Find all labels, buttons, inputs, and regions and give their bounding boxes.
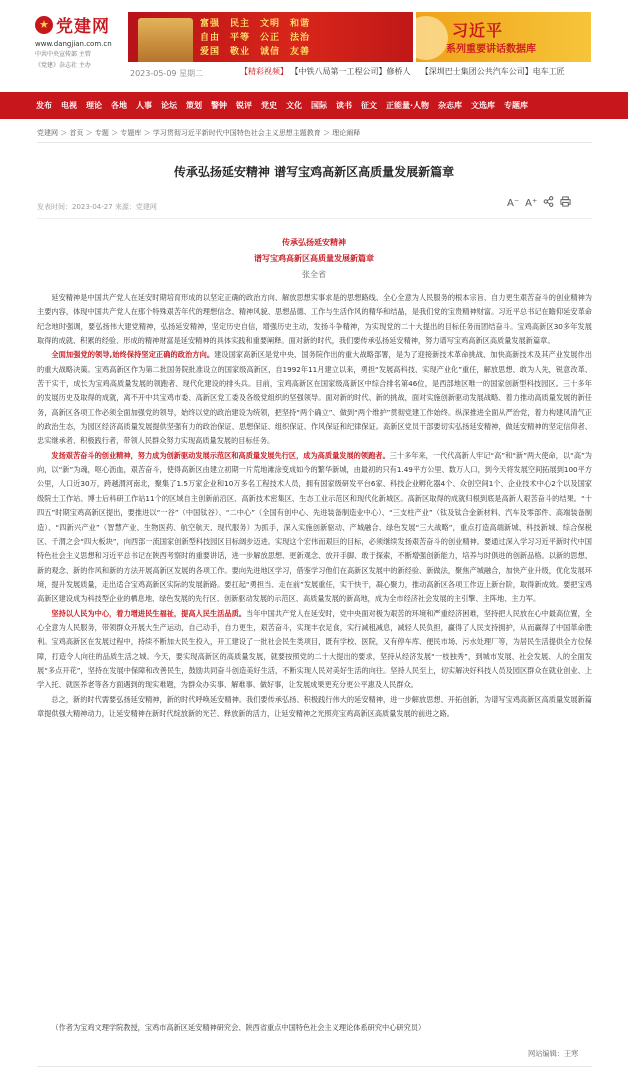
nav-item[interactable]: 专题库 <box>504 101 529 110</box>
editor-credit: 网站编辑：王寒 <box>528 1049 579 1058</box>
ticker-tag[interactable]: 【精彩视频】 <box>240 67 288 76</box>
ticker-item[interactable]: 【深圳巴士集团公共汽车公司】电车工匠 <box>420 67 565 76</box>
paragraph: 延安精神是中国共产党人在延安时期培育形成的以坚定正确的政治方向、解放思想实事求是的思想路线、全心全意为人民服务的根本宗旨、自力更生艰苦奋斗的创业精神为主要内容，体现中国共产党人在那个特殊艰苦年代的理想信念、精神风貌、思想品德、工作与生活作风的精华和结晶，是我们党的宝贵精神财富。习近平总书记在瞻仰延安革命纪念地时强调，要弘扬伟大建党精神，弘扬延安精神，坚定历史自信，增强历史主动，发扬斗争精神，为实现党的二十大提出的目标任务而团结奋斗。宝鸡高新区30多年发展取得的成就、积累的经验、形成的精神财富是延安精神的具体实践和重要阐释。面对新的时代，我们要传承弘扬延安精神，努力谱写宝鸡高新区高质量发展新篇章。 <box>37 293 592 346</box>
nav-item[interactable]: 警钟 <box>211 101 227 110</box>
value-word: 法治 <box>290 33 311 43</box>
value-word: 文明 <box>260 19 281 29</box>
nav-item[interactable]: 锐评 <box>236 101 252 110</box>
article-meta: 发表时间：2023-04-27 来源：党建网 <box>37 203 157 211</box>
share-icon[interactable] <box>543 196 554 210</box>
nav-item[interactable]: 电视 <box>61 101 77 110</box>
paragraph: 总之，新的时代需要弘扬延安精神，新的时代呼唤延安精神。我们要传承弘扬、积极践行伟大的延安精神，进一步解放思想、开拓创新，为谱写宝鸡高新区高质量发展新篇章提供强大精神动力，让延安精神在新时代绽放新的光芒、释放新的活力，让延安精神之光照亮宝鸡高新区高质量发展的前进之路。 <box>37 694 592 718</box>
paragraph-highlight: 坚持以人民为中心，着力增进民生福祉，提高人民生活品质。 <box>51 608 247 618</box>
nav-item[interactable]: 征文 <box>361 101 377 110</box>
divider <box>37 142 592 143</box>
party-emblem-icon: ★ <box>35 16 53 34</box>
nav-item[interactable]: 文选库 <box>471 101 496 110</box>
value-word: 和谐 <box>290 19 311 29</box>
divider <box>37 218 592 219</box>
inner-title-1: 传承弘扬延安精神 <box>282 238 346 247</box>
divider <box>37 1066 592 1067</box>
logo-sub2: 《党建》杂志社 主办 <box>35 62 91 69</box>
site-logo[interactable] <box>35 12 125 70</box>
logo-sub1: 中共中央宣传部 主管 <box>35 51 91 58</box>
font-increase-icon[interactable]: A⁺ <box>525 197 538 209</box>
nav-item[interactable]: 杂志库 <box>438 101 463 110</box>
core-values-words <box>200 16 318 57</box>
value-word: 富强 <box>200 19 221 29</box>
nav-item[interactable]: 国际 <box>311 101 327 110</box>
nav-item[interactable]: 策划 <box>186 101 202 110</box>
value-word: 自由 <box>200 33 221 43</box>
article-title: 传承弘扬延安精神 谱写宝鸡高新区高质量发展新篇章 <box>173 165 455 179</box>
banner-decoration <box>416 16 448 60</box>
breadcrumb[interactable]: 党建网 ＞ 首页 ＞ 专题 ＞ 专题库 ＞ 学习贯彻习近平新时代中国特色社会主义思想主题教育 ＞ 理论阐释 <box>37 129 361 137</box>
paragraph-text: 建设国家高新区是党中央、国务院作出的重大战略部署，是为了迎接新技术革命挑战、加快高新技术及其产业发展作出的重大战略决策。宝鸡高新区作为第二批国务院批准设立的国家级高新区，自1992年11月建立以来，勇担“发展高科技、实现产业化”重任，解放思想、敢为人先，锐意改革、苦干实干，成长为宝鸡高质量发展的领跑者、现代化建设的排头兵。目前，宝鸡高新区在国家级高新区中综合排名第46位，是西部地区唯一的国家创新型科技园区。三十多年的发展历史及取得的成就，离不开中共宝鸡市委、高新区党工委及各级党组织的坚强领导。面对新的时代、新的挑战，面对实施创新驱动发展战略、着力推动高质量发展的新任务，高新区各项工作必须全面加强党的领导，始终以党的政治建设为统领，把坚持“两个确立”、做到“两个维护”贯彻党建工作始终。纵深推进全面从严治党，着力构建风清气正的政治生态，为园区经济高质量发展提供坚强有力的政治保证、思想保证、组织保证、作风保证和纪律保证。高新区党员干部要切实弘扬延安精神，做延安精神的坚定信仰者、忠实继承者、积极践行者，带领人民群众努力实现高质量发展的目标任务。 <box>37 350 592 446</box>
paragraph <box>37 348 592 448</box>
logo-text: 党建网 <box>56 17 110 37</box>
value-word: 诚信 <box>260 47 281 57</box>
paragraph <box>37 449 592 607</box>
site-header <box>0 0 628 88</box>
main-nav <box>0 92 628 119</box>
nav-item[interactable]: 正能量·人物 <box>386 101 430 110</box>
nav-item[interactable]: 理论 <box>86 101 102 110</box>
logo-url: www.dangjian.com.cn <box>35 40 112 48</box>
nav-item[interactable]: 人事 <box>136 101 152 110</box>
value-word: 友善 <box>290 47 311 57</box>
paragraph <box>37 607 592 693</box>
inner-title-2: 谱写宝鸡高新区高质量发展新篇章 <box>254 254 374 263</box>
value-word: 敬业 <box>230 47 251 57</box>
value-word: 民主 <box>230 19 251 29</box>
font-decrease-icon[interactable]: A⁻ <box>507 197 520 209</box>
article-body <box>37 291 592 721</box>
article-tools <box>507 196 571 210</box>
author-note: （作者为宝鸡文理学院教授，宝鸡市高新区延安精神研究会、陕西省重点中国特色社会主义理论体系研究中心研究员） <box>51 1023 426 1032</box>
nav-item[interactable]: 文化 <box>286 101 302 110</box>
article-head <box>0 236 628 282</box>
value-word: 公正 <box>260 33 281 43</box>
ticker-item[interactable]: 【中铁八局第一工程公司】修桥人 <box>290 67 411 76</box>
paragraph-text: 当年中国共产党人在延安时，党中央面对极为艰苦的环境和严重经济困难，坚持把人民放在心中最高位置，全心全意为人民服务，带领群众开展大生产运动，自己动手，自力更生，艰苦奋斗，实现丰衣足食，实行减租减息，减轻人民负担，赢得了人民支持拥护，从而赢得了中国革命胜利。宝鸡高新区在发展过程中，持续不断加大民生投入，开工建设了一批社会民生类项目，既有学校、医院，又有停车库、便民市场、污水处理厂等，为居民生活提供全方位保障，打造令人向往的品质生活之城。今天，要实现高新区的高质量发展，就要按照党的二十大提出的要求，坚持从经济发展“一枝独秀”，到城市发展、社会发展、人的全面发展“多点开花”，坚持在发展中保障和改善民生，鼓励共同奋斗创造美好生活，不断实现人民对美好生活的向往。坚持人民至上，切实解决好科技人员及园区群众在就业创业、上学入托、就医养老等各方面遇到的现实难题，为群众办实事、解难事、做好事，让发展成果更充分更公平惠及人民群众。 <box>37 608 592 690</box>
banner2-subtitle: 系列重要讲话数据库 <box>446 44 536 55</box>
paragraph-highlight: 发扬艰苦奋斗的创业精神，努力成为创新驱动发展示范区和高质量发展先行区，成为高质量发展的领跑者。 <box>51 450 390 460</box>
paragraph-text: 三十多年来，一代代高新人牢记“高”和“新”两大使命，以“高”为向，以“新”为魂，呕心沥血，艰苦奋斗，使得高新区由建立初期一片荒地滩涂变成如今的繁华新城，由最初的只有1.49平方公里、数万人口，到今天将发展空间拓展到100平方公里，人口近30万，跨越渭河南北，聚集了1.5万家企业和10万多名工程技术人员，拥有国家级研发平台6家、科技企业孵化器4个、众创空间1个、企业技术中心2个以及国家级院士工作站、博士后科研工作站11个的区域自主创新前沿区、高新技术密集区、生态工业示范区和现代化新城区。高新区取得的成就归根到底是高新人艰苦奋斗的结果。“十四五”时期宝鸡高新区提出，要推进以“一谷”（中国钛谷）、“二中心”（全国有创中心、先进装备制造业中心）、“三支柱产业”（钛及钛合金新材料、汽车及零部件、高端装备制造）、“四新兴产业”（智慧产业、生物医药、航空航天、现代服务）为抓手，深入实施创新驱动、产城融合、绿色发展“三大战略”，重点打造高端新城、科技新城、综合保税区、千渭之会“四大板块”，向西部一流国家创新型科技园区目标阔步迈进。实现这个宏伟而艰巨的目标，必须继续发扬艰苦奋斗的创业精神。要通过深入学习习近平新时代中国特色社会主义思想和习近平总书记在陕西考察时的重要讲话，进一步解放思想、更新观念、放开手脚、敢于探索，不断增强创新能力，培养与时俱进的创新品格。以新的思想、新的观念、新的作风和新的方法开展高新区发展的各项工作。要向先进地区学习，借鉴学习他们在高新区发展中的新经验、新做法，聚焦产城融合，加快产业升级，优化发展环境，提升发展质量，走出适合宝鸡高新区实际的发展新路。要扛起“勇担当、走在前”发展重任，实干快干，凝心聚力，推动高新区各项工作迈上新台阶，取得新成效。要把宝鸡高新区建设成为科技型企业的栖息地、绿色发展的先行区、创新驱动发展的示范区、高质量发展的新高地，成为全市经济社会发展的主引擎、主阵地、主力军。 <box>37 450 592 604</box>
nav-item[interactable]: 各地 <box>111 101 127 110</box>
value-word: 爱国 <box>200 47 221 57</box>
paragraph-highlight: 全面加强党的领导,始终保持坚定正确的政治方向。 <box>51 350 215 360</box>
news-ticker[interactable] <box>240 66 565 77</box>
nav-item[interactable]: 党史 <box>261 101 277 110</box>
speech-database-banner[interactable] <box>416 12 591 62</box>
banner2-title: 习近平 <box>452 21 504 40</box>
print-icon[interactable] <box>560 196 571 210</box>
nav-item[interactable]: 论坛 <box>161 101 177 110</box>
current-date: 2023-05-09 星期二 <box>130 69 204 78</box>
author: 张全省 <box>302 270 326 279</box>
value-word: 平等 <box>230 33 251 43</box>
core-values-banner[interactable] <box>128 12 413 62</box>
tiananmen-image <box>138 18 193 62</box>
nav-item[interactable]: 发布 <box>36 101 52 110</box>
nav-item[interactable]: 读书 <box>336 101 352 110</box>
